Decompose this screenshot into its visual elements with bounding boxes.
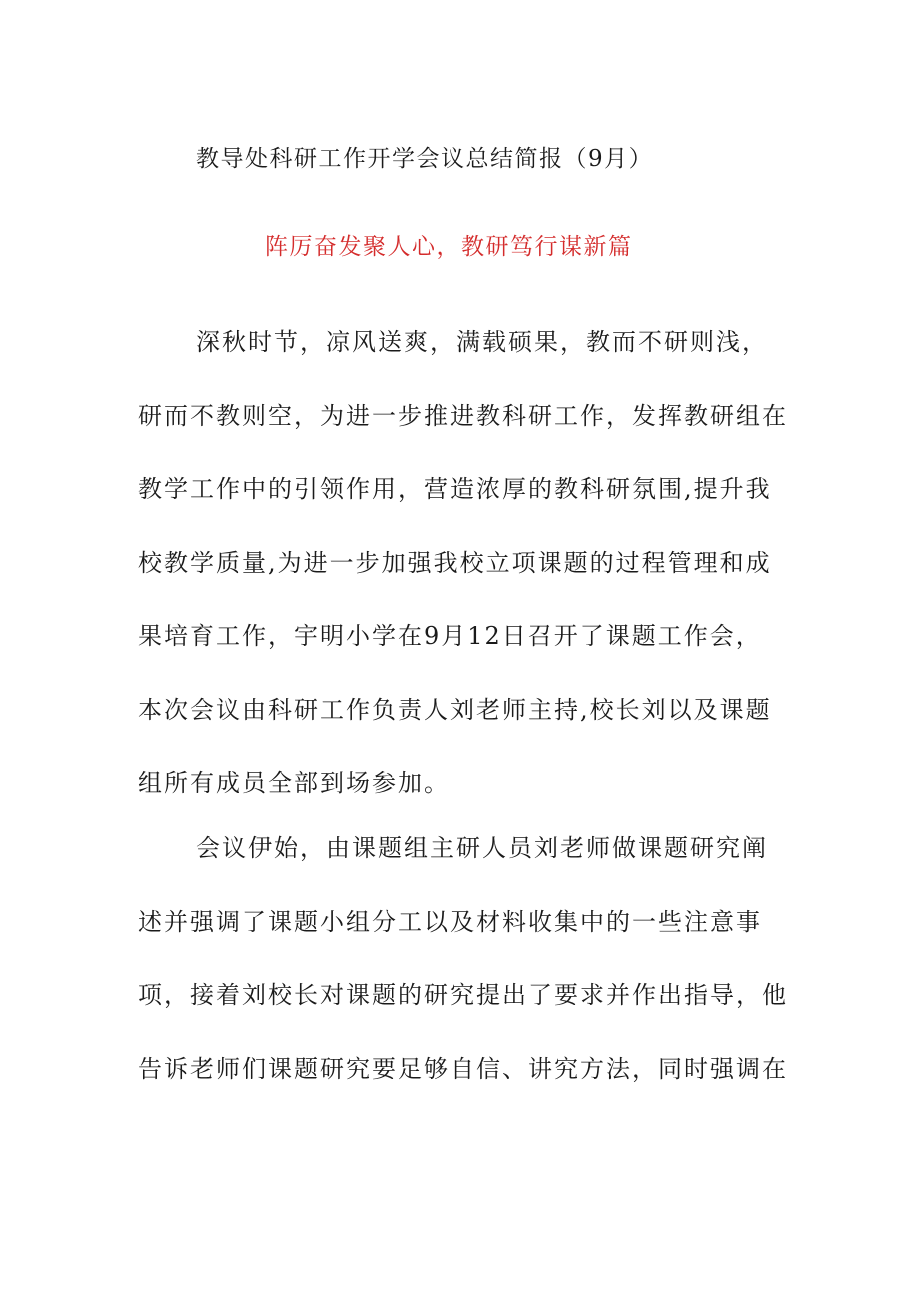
document-subtitle: 阵厉奋发聚人心，教研笃行谋新篇 <box>265 234 633 260</box>
paragraph-line: 组所有成员全部到场参加。 <box>138 769 450 797</box>
paragraph-1 <box>138 306 798 821</box>
paragraph-line: 本次会议由科研工作负责人刘老师主持,校长刘以及课题 <box>138 695 772 724</box>
paragraph-line: 果培育工作，宇明小学在9月12日召开了课题工作会， <box>138 622 762 650</box>
paragraph-line: 项，接着刘校长对课题的研究提出了要求并作出指导，他 <box>138 981 788 1009</box>
paragraph-line: 校教学质量,为进一步加强我校立项课题的过程管理和成 <box>138 548 772 577</box>
paragraph-line: 会议伊始，由课题组主研人员刘老师做课题研究阐 <box>196 834 768 862</box>
paragraph-line: 述并强调了课题小组分工以及材料收集中的一些注意事 <box>138 907 762 936</box>
paragraph-line: 深秋时节，凉风送爽，满载硕果，教而不研则浅， <box>196 328 768 356</box>
paragraph-line: 教学工作中的引领作用，营造浓厚的教科研氛围,提升我 <box>138 475 772 503</box>
paragraph-2 <box>138 812 798 1106</box>
document-title: 教导处科研工作开学会议总结简报（9月） <box>196 146 654 172</box>
paragraph-line: 研而不教则空，为进一步推进教科研工作，发挥教研组在 <box>138 401 788 430</box>
paragraph-line: 告诉老师们课题研究要足够自信、讲究方法，同时强调在 <box>138 1054 788 1083</box>
